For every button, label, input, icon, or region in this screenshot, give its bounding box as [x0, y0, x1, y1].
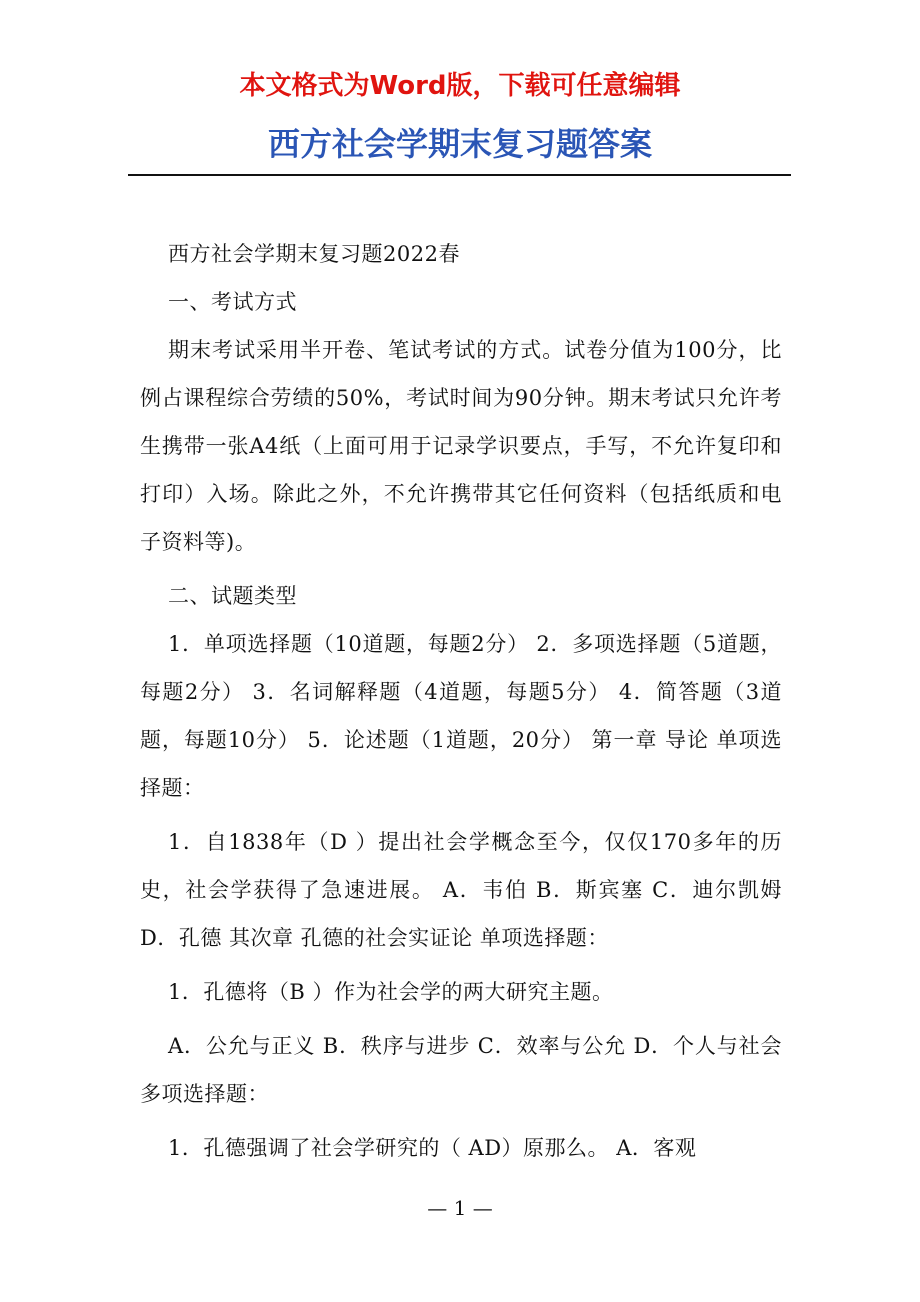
paragraph-question-1: 1．自1838年（D ）提出社会学概念至今，仅仅170多年的历史，社会学获得了急速进展。 A．韦伯 B．斯宾塞 C．迪尔凯姆 D．孔德 其次章 孔德的社会实证论 单项选择题：: [140, 830, 782, 950]
document-title: 西方社会学期末复习题答案: [267, 125, 652, 163]
paragraph-question-2-options: A．公允与正义 B．秩序与进步 C．效率与公允 D．个人与社会 多项选择题：: [140, 1034, 782, 1106]
paragraph-section-exam-method: 一、考试方式: [168, 290, 297, 314]
paragraph-course-title: 西方社会学期末复习题2022春: [168, 242, 460, 266]
document-body: [140, 230, 782, 1178]
paragraph-question-2: 1．孔德将（B ）作为社会学的两大研究主题。: [168, 980, 614, 1004]
title-divider: [128, 174, 791, 176]
paragraph-question-types: 1．单项选择题（10道题，每题2分） 2．多项选择题（5道题，每题2分） 3．名词解释题（4道题，每题5分） 4．简答题（3道题，每题10分） 5．论述题（1道题，20分） 第一章 导论 单项选择题：: [140, 632, 782, 800]
page-number: — 1 —: [427, 1196, 493, 1220]
download-notice: 本文格式为Word版，下载可任意编辑: [239, 71, 681, 101]
paragraph-section-question-types: 二、试题类型: [168, 584, 297, 608]
paragraph-exam-method: 期末考试采用半开卷、笔试考试的方式。试卷分值为100分，比例占课程综合劳绩的50%，考试时间为90分钟。期末考试只允许考生携带一张A4纸（上面可用于记录学识要点，手写，不允许复印和打印）入场。除此之外，不允许携带其它任何资料（包括纸质和电子资料等)。: [140, 338, 782, 554]
paragraph-question-3: 1．孔德强调了社会学研究的（ AD）原那么。 A．客观: [168, 1136, 697, 1160]
